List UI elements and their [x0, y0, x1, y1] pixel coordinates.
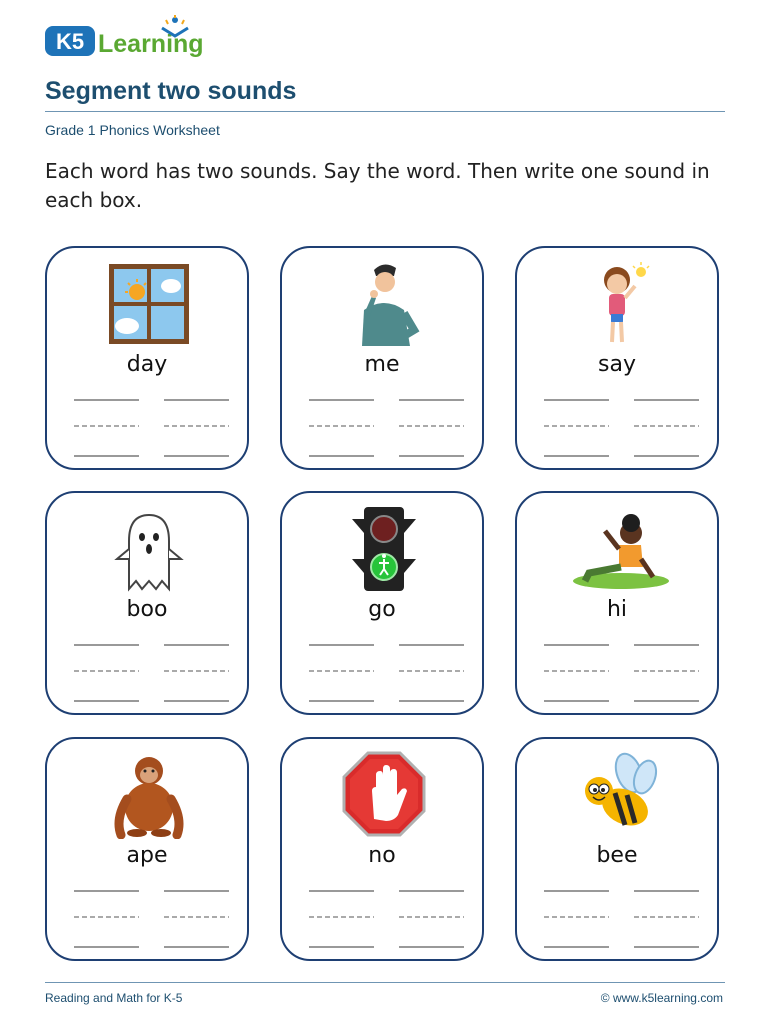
answer-lines[interactable]: [517, 879, 721, 954]
card-word: day: [126, 352, 168, 377]
logo-brand-text: Learning: [98, 30, 204, 58]
footer-website[interactable]: © www.k5learning.com: [600, 991, 723, 1005]
card-word: me: [364, 352, 400, 377]
word-card-ape: [45, 737, 249, 961]
traffic-light-icon: [334, 503, 434, 593]
card-word: say: [598, 352, 636, 377]
window-sun-icon: [99, 258, 199, 348]
boy-waving-icon: [569, 503, 669, 593]
orangutan-icon: [99, 749, 199, 839]
word-card-hi: [515, 491, 719, 715]
man-pointing-icon: [334, 258, 434, 348]
card-word: go: [368, 597, 396, 622]
card-word: no: [368, 843, 396, 868]
answer-lines[interactable]: [517, 633, 721, 708]
instructions-text: Each word has two sounds. Say the word. Then write one sound in each box.: [45, 159, 710, 212]
k5-learning-logo: [44, 14, 219, 64]
answer-lines[interactable]: [282, 879, 486, 954]
footer-tagline: Reading and Math for K-5: [45, 991, 183, 1005]
word-card-boo: [45, 491, 249, 715]
bee-icon: [569, 749, 669, 839]
girl-idea-icon: [569, 258, 669, 348]
word-card-bee: [515, 737, 719, 961]
word-card-no: [280, 737, 484, 961]
page-title: Segment two sounds: [45, 77, 297, 105]
card-word: ape: [126, 843, 168, 868]
answer-lines[interactable]: [47, 633, 251, 708]
answer-lines[interactable]: [282, 388, 486, 463]
answer-lines[interactable]: [282, 633, 486, 708]
card-word: bee: [596, 843, 638, 868]
footer-divider: [45, 982, 725, 983]
answer-lines[interactable]: [47, 879, 251, 954]
word-card-day: [45, 246, 249, 470]
answer-lines[interactable]: [47, 388, 251, 463]
logo-badge-text: K5: [55, 29, 85, 54]
card-word: hi: [606, 597, 628, 622]
answer-lines[interactable]: [517, 388, 721, 463]
ghost-icon: [99, 503, 199, 593]
word-card-say: [515, 246, 719, 470]
stop-hand-icon: [334, 749, 434, 839]
header-divider: [45, 111, 725, 112]
page-subtitle: Grade 1 Phonics Worksheet: [45, 122, 220, 138]
word-card-me: [280, 246, 484, 470]
card-word: boo: [126, 597, 168, 622]
word-card-go: [280, 491, 484, 715]
